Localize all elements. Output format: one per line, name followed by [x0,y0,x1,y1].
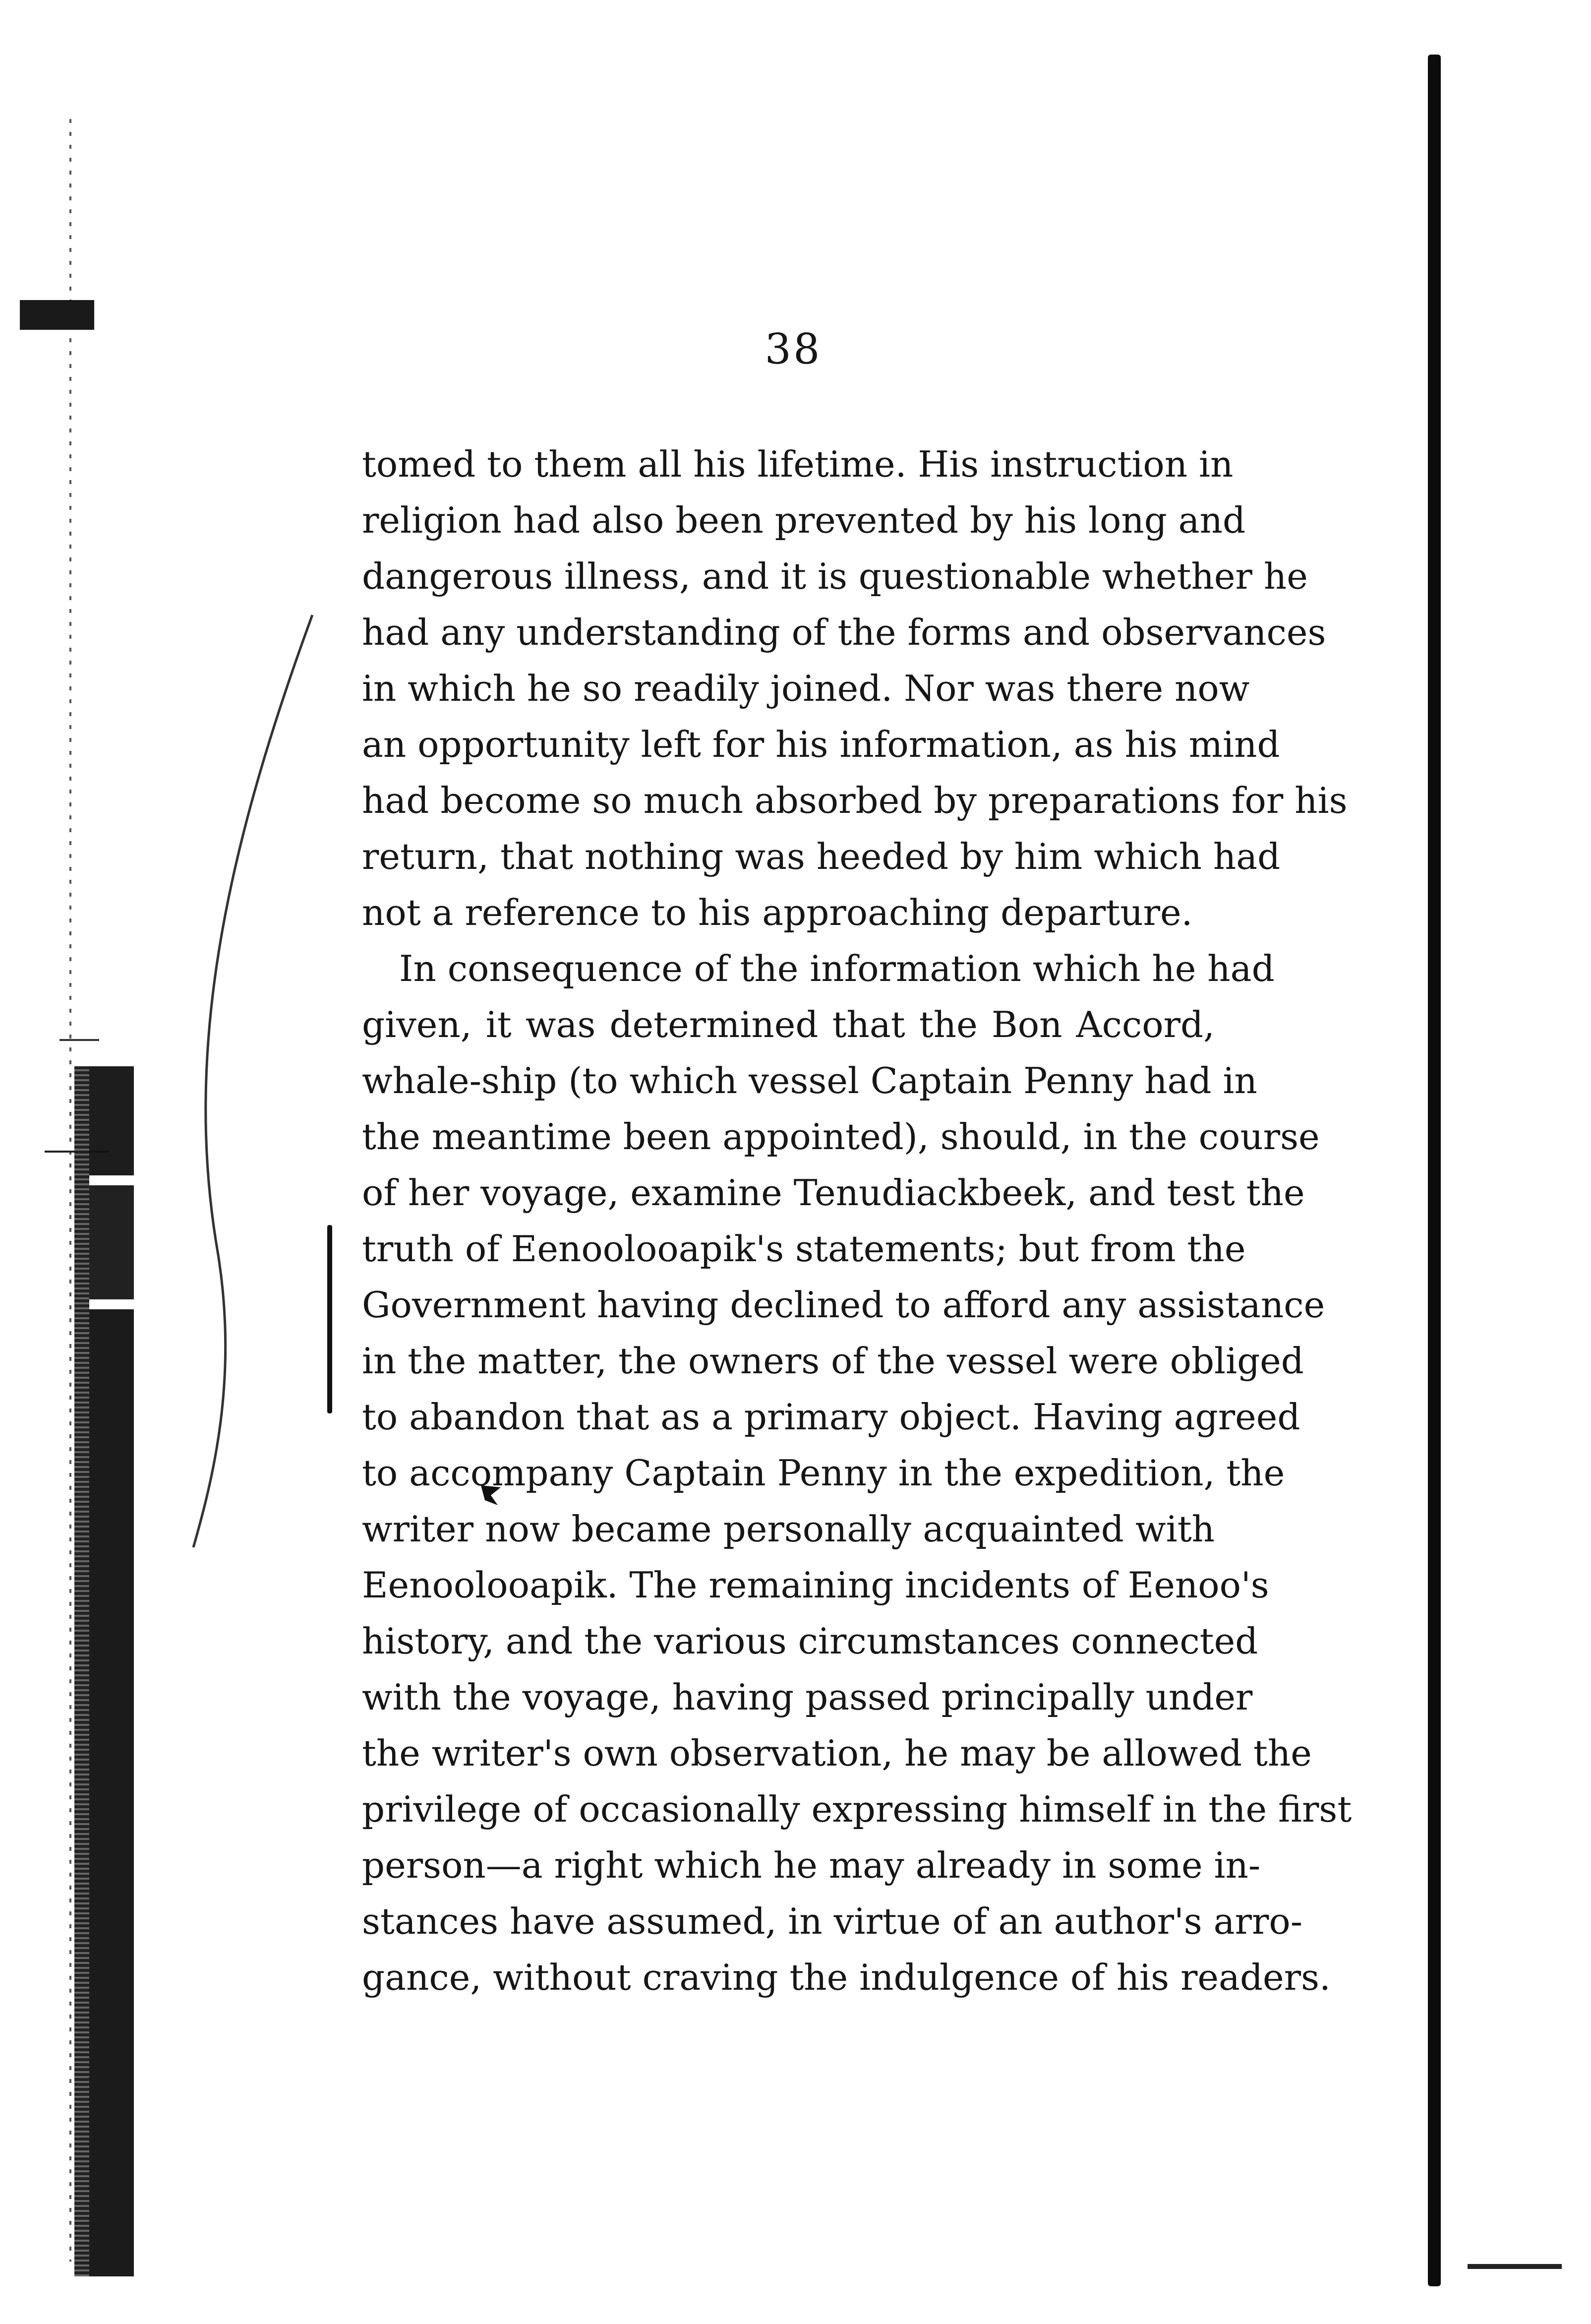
text-line: whale-ship (to which vessel Captain Penny had in [362,1060,1257,1101]
scan-edge-tick [59,1039,99,1041]
scan-edge-band-texture [74,1066,89,2276]
text-line: of her voyage, examine Tenudiackbeek, and test the [362,1172,1305,1214]
text-line: gance, without craving the indulgence of his readers. [362,1957,1331,1998]
text-line: truth of Eenoolooapik's statements; but from the [362,1228,1246,1270]
text-line: return, that nothing was heeded by him which had [362,836,1281,877]
text-line: stances have assumed, in virtue of an author's arro- [362,1900,1303,1942]
text-line: privilege of occasionally expressing himself in the first [362,1788,1352,1830]
text-line: the meantime been appointed), should, in the course [362,1116,1320,1158]
margin-pencil-curve [164,610,322,1552]
scan-right-foot-mark [1468,2264,1562,2269]
text-line: tomed to them all his lifetime. His instruction in [362,443,1234,485]
text-line: dangerous illness, and it is questionable whether he [362,555,1308,597]
text-line: in which he so readily joined. Nor was there now [362,668,1250,709]
text-line: had any understanding of the forms and observances [362,612,1326,653]
page-number: 38 [765,325,822,373]
text-line: writer now became personally acquainted with [362,1508,1215,1550]
text-line: with the voyage, having passed principally under [362,1676,1253,1718]
scan-edge-hairline [69,119,71,2262]
text-line: not a reference to his approaching departure. [362,892,1193,933]
text-line: In consequence of the information which he had [399,948,1275,989]
text-line: Government having declined to afford any assistance [362,1284,1325,1326]
text-line: an opportunity left for his information, as his mind [362,724,1280,765]
scan-edge-notch [20,300,94,330]
text-line: person—a right which he may already in some in- [362,1844,1261,1886]
scan-right-rule [1428,55,1441,2286]
text-line: religion had also been prevented by his long and [362,499,1246,541]
text-line: to abandon that as a primary object. Having agreed [362,1396,1300,1438]
body-text [362,436,1352,2006]
text-line: Eenoolooapik. The remaining incidents of Eenoo's [362,1564,1269,1606]
margin-bracket-mark [327,1225,332,1413]
text-line: in the matter, the owners of the vessel were obliged [362,1340,1304,1382]
text-line: given, it was determined that the Bon Accord, [362,1004,1215,1045]
text-line: history, and the various circumstances connected [362,1620,1258,1662]
text-line: the writer's own observation, he may be allowed the [362,1732,1312,1774]
text-line: had become so much absorbed by preparations for his [362,780,1348,821]
text-line: to accompany Captain Penny in the expedition, the [362,1452,1285,1494]
